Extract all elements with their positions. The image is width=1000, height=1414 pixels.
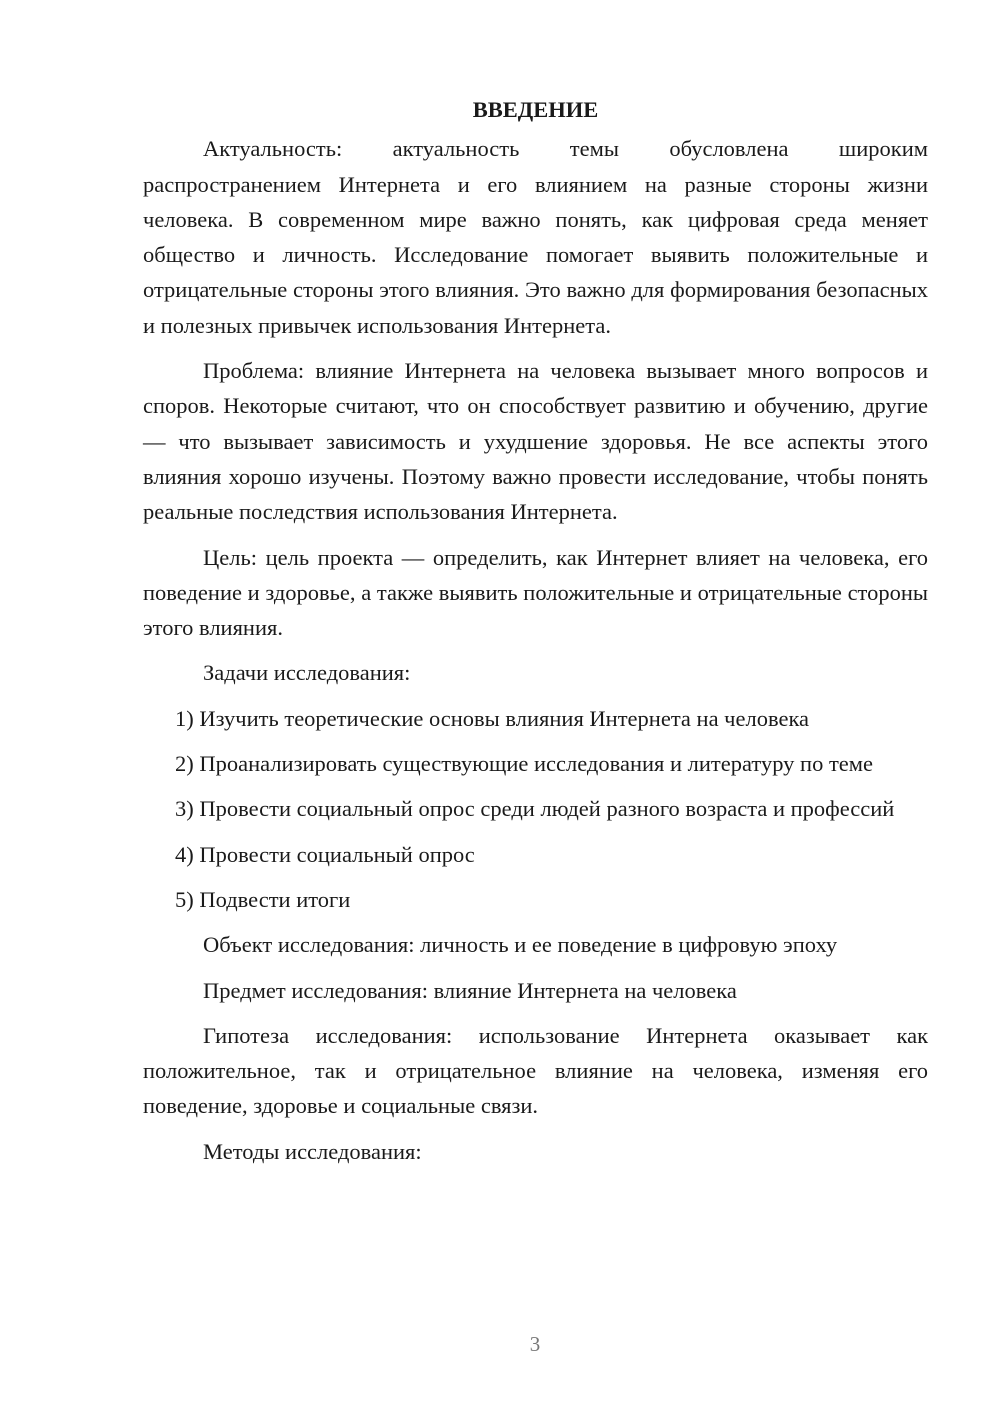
list-item-task-5: 5) Подвести итоги (175, 886, 351, 912)
list-item-task-2: 2) Проанализировать существующие исследования и литературу по теме (175, 751, 873, 777)
paragraph-methods-title: Методы исследования: (203, 1138, 422, 1164)
document-page (143, 92, 928, 1179)
paragraph-goal: Цель: цель проекта — определить, как Интернет влияет на человека, его поведение и здоровье, а также выявить положительные и отрицательные стороны этого влияния. (143, 544, 928, 641)
section-heading: ВВЕДЕНИЕ (472, 97, 599, 122)
paragraph-object: Объект исследования: личность и ее поведение в цифровую эпоху (203, 932, 838, 958)
list-item-task-3: 3) Провести социальный опрос среди людей разного возраста и профессий (175, 796, 895, 822)
paragraph-subject: Предмет исследования: влияние Интернета на человека (203, 977, 737, 1003)
paragraph-problem: Проблема: влияние Интернета на человека вызывает много вопросов и споров. Некоторые считают, что он способствует развитию и обучению, другие — что вызывает зависимость и ухудшение здоровья. Не все аспекты этого влияния хорошо изучены. Поэтому важно провести исследование, чтобы понять реальные последствия использования Интернета. (143, 358, 928, 525)
paragraph-relevance: Актуальность: актуальность темы обусловлена широким распространением Интернета и его влиянием на разные стороны жизни человека. В современном мире важно понять, как цифровая среда меняет общество и личность. Исследование помогает выявить положительные и отрицательные стороны этого влияния. Это важно для формирования безопасных и полезных привычек использования Интернета. (143, 136, 928, 338)
page-number: 3 (529, 1332, 541, 1356)
list-item-task-1: 1) Изучить теоретические основы влияния Интернета на человека (175, 705, 810, 731)
paragraph-tasks-title: Задачи исследования: (203, 660, 411, 686)
paragraph-hypothesis: Гипотеза исследования: использование Интернета оказывает как положительное, так и отрицательное влияние на человека, изменяя его поведение, здоровье и социальные связи. (143, 1022, 928, 1119)
list-item-task-4: 4) Провести социальный опрос (175, 841, 475, 867)
